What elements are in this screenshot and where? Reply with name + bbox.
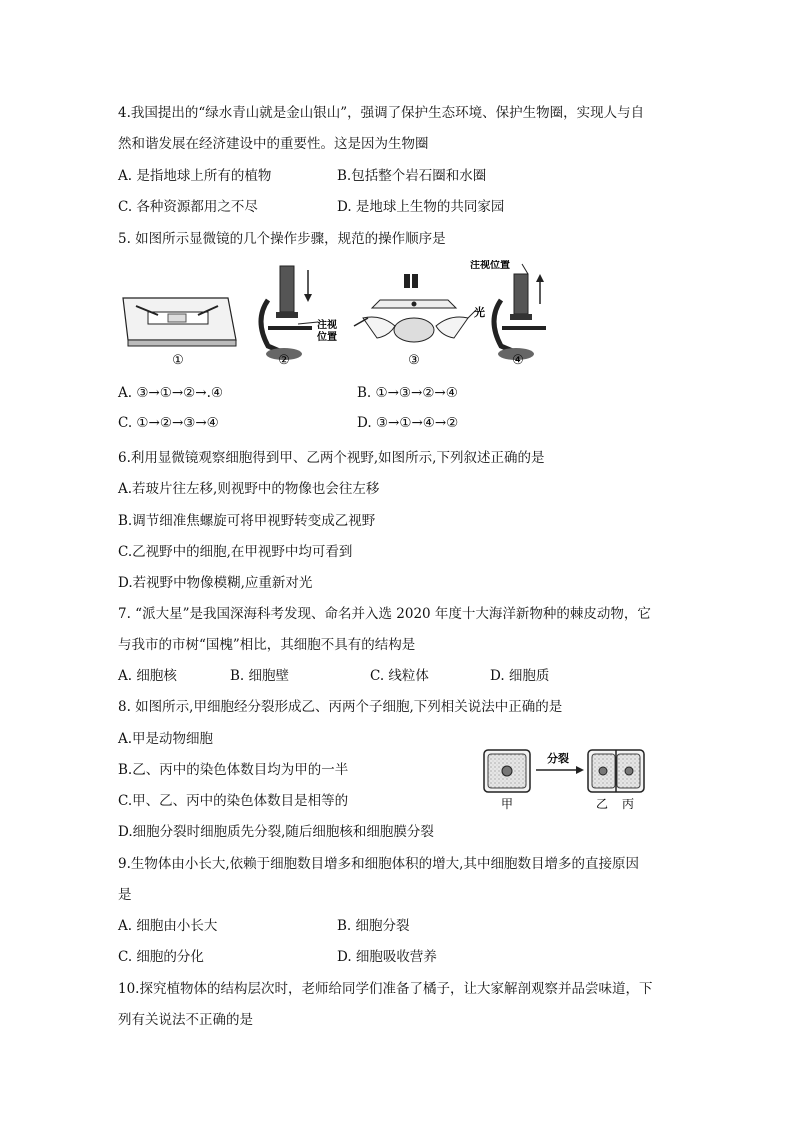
q8-option-c: C.甲、乙、丙中的染色体数目是相等的 — [118, 793, 349, 809]
q8-option-d: D.细胞分裂时细胞质先分裂,随后细胞核和细胞膜分裂 — [118, 824, 434, 840]
q9-option-d: D. 细胞吸收营养 — [337, 949, 437, 965]
q6-stem: 6.利用显微镜观察细胞得到甲、乙两个视野,如图所示,下列叙述正确的是 — [118, 450, 545, 466]
step3-illustration — [354, 274, 476, 342]
q7-option-b: B. 细胞壁 — [230, 668, 290, 684]
step1-label: ① — [172, 353, 184, 368]
q5-option-a: A. ③→①→②→.④ — [118, 385, 223, 401]
q5-option-b: B. ①→③→②→④ — [357, 385, 458, 401]
q6-option-d: D.若视野中物像模糊,应重新对光 — [118, 575, 313, 591]
q9-option-b: B. 细胞分裂 — [337, 918, 410, 934]
q5-stem: 5. 如图所示显微镜的几个操作步骤，规范的操作顺序是 — [118, 231, 446, 247]
step3-light-label: 光 — [474, 306, 485, 319]
q6-option-c: C.乙视野中的细胞,在甲视野中均可看到 — [118, 544, 353, 560]
q5-option-c: C. ①→②→③→④ — [118, 415, 219, 431]
step2-gaze-label-2: 位置 — [317, 332, 337, 343]
q6-option-a: A.若玻片往左移,则视野中的物像也会往左移 — [118, 481, 380, 497]
q8-stem: 8. 如图所示,甲细胞经分裂形成乙、丙两个子细胞,下列相关说法中正确的是 — [118, 699, 563, 715]
cells-yi-bing — [588, 750, 644, 792]
step1-illustration — [123, 298, 236, 346]
q9-stem-line1: 9.生物体由小长大,依赖于细胞数目增多和细胞体积的增大,其中细胞数目增多的直接原因 — [118, 856, 639, 872]
q7-stem-line2: 与我市的市树“国槐”相比，其细胞不具有的结构是 — [118, 637, 416, 653]
microscope-steps-figure — [118, 260, 558, 372]
cell-yi-label: 乙 — [595, 797, 609, 811]
q5-option-d: D. ③→①→④→② — [357, 415, 459, 431]
step2-gaze-label-1: 注视 — [317, 320, 337, 331]
q10-stem-line2: 列有关说法不正确的是 — [118, 1012, 253, 1028]
step2-label: ② — [278, 353, 290, 368]
cell-bing-label: 丙 — [621, 797, 635, 811]
q9-option-a: A. 细胞由小长大 — [118, 918, 218, 934]
step3-label: ③ — [408, 353, 420, 368]
q9-option-c: C. 细胞的分化 — [118, 949, 204, 965]
q4-stem-line2: 然和谐发展在经济建设中的重要性。这是因为生物圈 — [118, 136, 429, 152]
q9-stem-line2: 是 — [118, 887, 132, 903]
cell-jia-label: 甲 — [500, 797, 514, 811]
q8-option-b: B.乙、丙中的染色体数目均为甲的一半 — [118, 762, 349, 778]
division-arrow-label: 分裂 — [547, 752, 569, 765]
q4-option-c: C. 各种资源都用之不尽 — [118, 199, 258, 215]
cell-jia — [484, 750, 530, 792]
q4-option-d: D. 是地球上生物的共同家园 — [337, 199, 505, 215]
cell-division-figure — [478, 746, 648, 812]
q6-option-b: B.调节细准焦螺旋可将甲视野转变成乙视野 — [118, 513, 376, 529]
q4-option-a: A. 是指地球上所有的植物 — [118, 168, 272, 184]
division-arrow — [536, 766, 584, 774]
step4-label: ④ — [512, 353, 524, 368]
step2-illustration — [261, 266, 318, 360]
q7-stem-line1: 7. “派大星”是我国深海科考发现、命名并入选 2020 年度十大海洋新物种的棘皮动物，它 — [118, 606, 651, 622]
q4-stem-line1: 4.我国提出的“绿水青山就是金山银山”，强调了保护生态环境、保护生物圈，实现人与自 — [118, 105, 645, 121]
q7-option-a: A. 细胞核 — [118, 668, 177, 684]
q7-option-c: C. 线粒体 — [370, 668, 429, 684]
q4-option-b: B.包括整个岩石圈和水圈 — [337, 168, 487, 184]
q10-stem-line1: 10.探究植物体的结构层次时，老师给同学们准备了橘子，让大家解剖观察并品尝味道，下 — [118, 981, 653, 997]
q7-option-d: D. 细胞质 — [490, 668, 550, 684]
step4-gaze-label: 注视位置 — [470, 260, 510, 271]
q8-option-a: A.甲是动物细胞 — [118, 731, 214, 747]
step4-illustration — [494, 264, 546, 360]
